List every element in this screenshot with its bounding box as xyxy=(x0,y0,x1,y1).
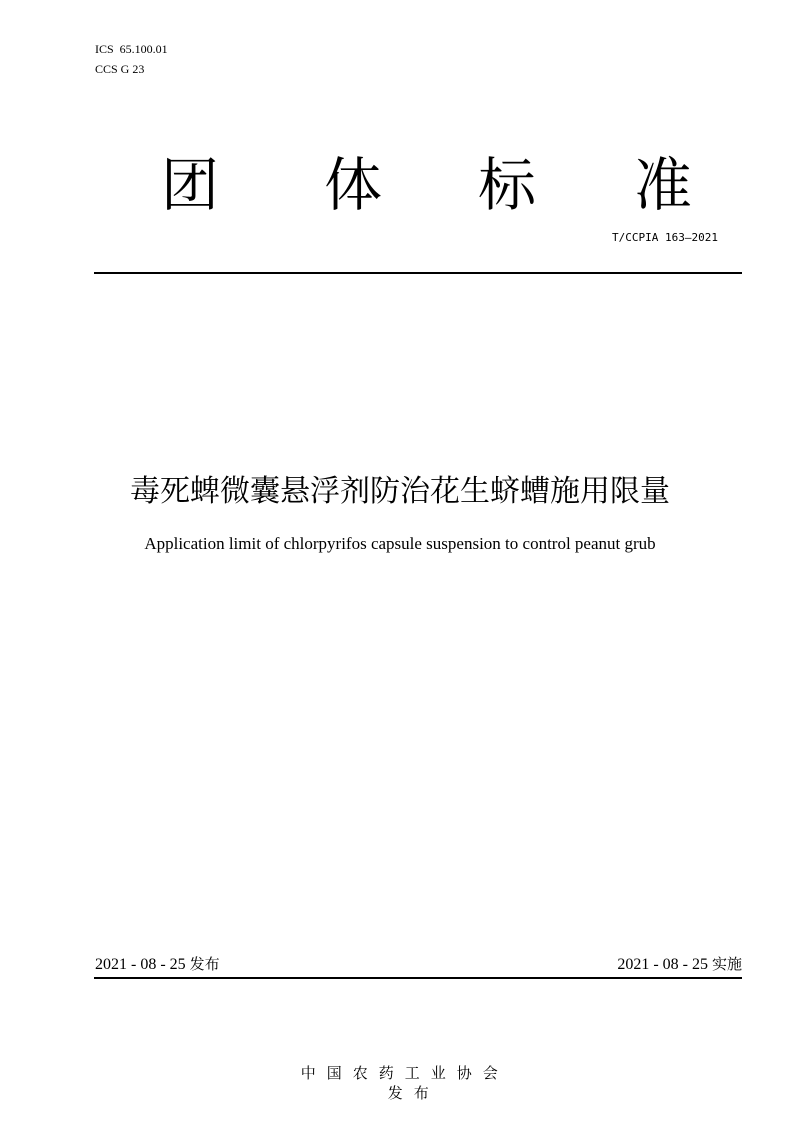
ics-code: ICS 65.100.01 xyxy=(95,42,168,56)
publisher-action: 发布 xyxy=(387,1084,440,1102)
publisher-name: 中国农药工业协会 xyxy=(300,1064,509,1082)
standard-number: T/CCPIA 163—2021 xyxy=(612,231,718,244)
implement-date: 2021 - 08 - 25 xyxy=(617,956,708,973)
implement-date-block xyxy=(617,954,742,975)
ccs-code: CCS G 23 xyxy=(95,62,145,76)
implement-label: 实施 xyxy=(711,955,742,973)
title-english: Application limit of chlorpyrifos capsule suspension to control peanut grub xyxy=(144,534,656,553)
bottom-divider xyxy=(94,977,742,979)
release-date-block xyxy=(95,954,220,975)
publisher-line xyxy=(0,1043,800,1103)
top-divider xyxy=(94,272,742,274)
category-char-2: 体 xyxy=(323,151,382,219)
release-label: 发布 xyxy=(189,955,220,973)
release-date: 2021 - 08 - 25 xyxy=(95,956,186,973)
title-chinese: 毒死蜱微囊悬浮剂防治花生蛴螬施用限量 xyxy=(130,474,670,509)
category-char-3: 标 xyxy=(477,151,536,219)
category-char-4: 准 xyxy=(633,151,692,219)
category-char-1: 团 xyxy=(160,151,219,219)
